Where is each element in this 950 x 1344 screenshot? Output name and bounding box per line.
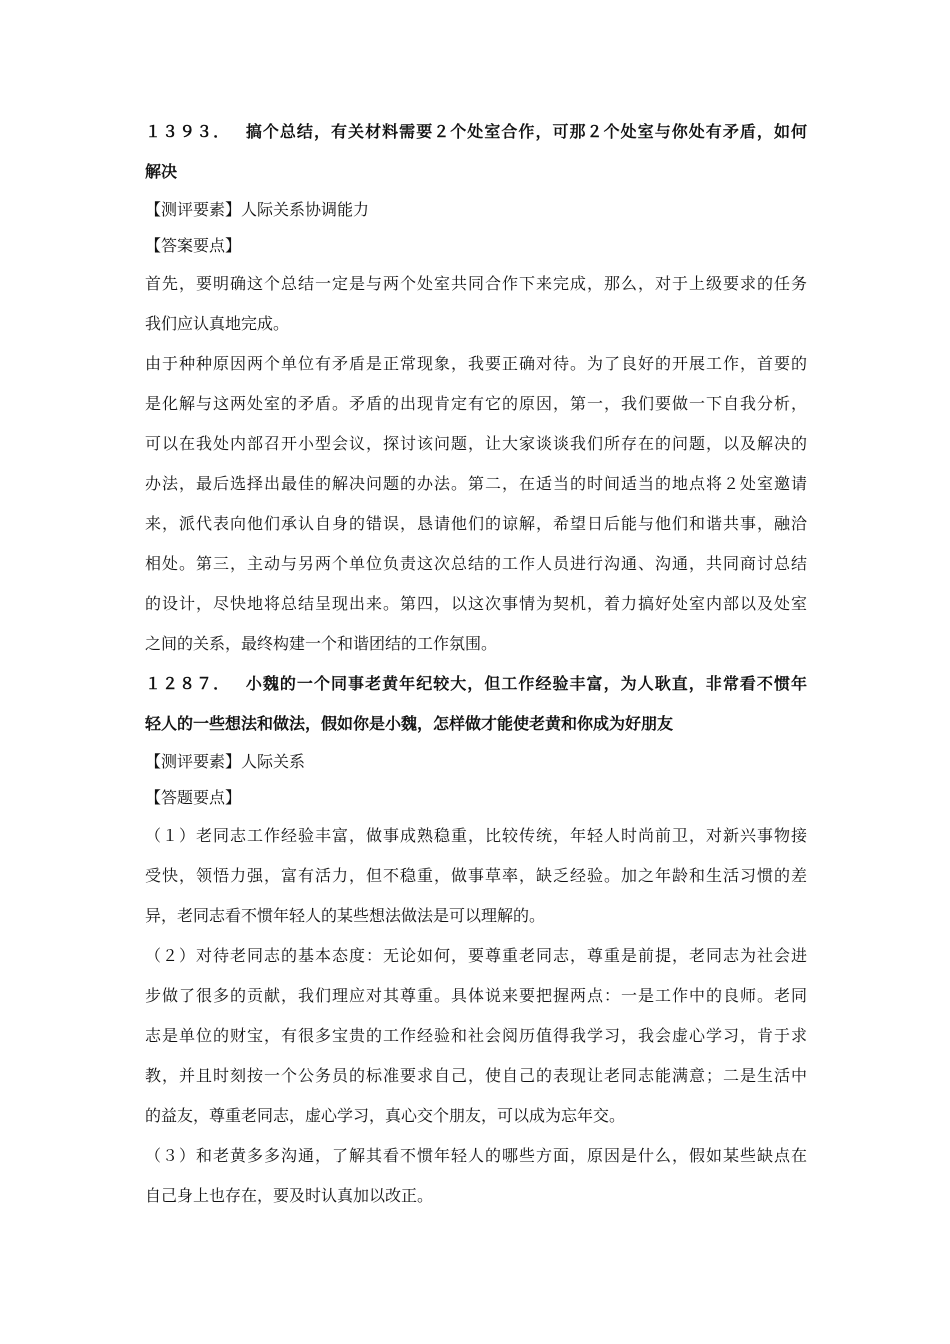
paragraph-line: 办法，最后选择出最佳的解决问题的办法。第二，在适当的时间适当的地点将２处室邀请: [145, 474, 807, 493]
answer-point-1: [145, 816, 807, 936]
paragraph-line: （１）老同志工作经验丰富，做事成熟稳重，比较传统，年轻人时尚前卫，对新兴事物接: [145, 826, 807, 845]
paragraph-line: 的设计，尽快地将总结呈现出来。第四，以这次事情为契机，着力搞好处室内部以及处室: [145, 594, 807, 613]
answer-point-2: [145, 936, 807, 1136]
paragraph-line: 是化解与这两处室的矛盾。矛盾的出现肯定有它的原因，第一，我们要做一下自我分析，: [145, 394, 807, 413]
answer-paragraph: [145, 264, 807, 344]
paragraph-line: 相处。第三，主动与另两个单位负责这次总结的工作人员进行沟通、沟通，共同商讨总结: [145, 554, 807, 573]
paragraph-line: 首先，要明确这个总结一定是与两个处室共同合作下来完成，那么，对于上级要求的任务: [145, 274, 807, 293]
answer-paragraph: [145, 344, 807, 664]
paragraph-line: 异，老同志看不惯年轻人的某些想法做法是可以理解的。: [145, 906, 546, 925]
answer-points-label: 【答案要点】: [145, 236, 242, 255]
paragraph-line: 的益友，尊重老同志，虚心学习，真心交个朋友，可以成为忘年交。: [145, 1106, 626, 1125]
paragraph-line: 受快，领悟力强，富有活力，但不稳重，做事草率，缺乏经验。加之年龄和生活习惯的差: [145, 866, 807, 885]
paragraph-line: 由于种种原因两个单位有矛盾是正常现象，我要正确对待。为了良好的开展工作，首要的: [145, 354, 807, 373]
assessment-element-label: 【测评要素】人际关系: [145, 752, 306, 771]
answer-points-label: 【答题要点】: [145, 788, 242, 807]
question-1287: [145, 664, 807, 1216]
question-title-line: 解决: [145, 162, 178, 181]
paragraph-line: （２）对待老同志的基本态度：无论如何，要尊重老同志，尊重是前提，老同志为社会进: [145, 946, 807, 965]
assessment-element-label: 【测评要素】人际关系协调能力: [145, 200, 370, 219]
paragraph-line: 可以在我处内部召开小型会议，探讨该问题，让大家谈谈我们所存在的问题，以及解决的: [145, 434, 807, 453]
paragraph-line: 自己身上也存在，要及时认真加以改正。: [145, 1186, 434, 1205]
paragraph-line: 步做了很多的贡献，我们理应对其尊重。具体说来要把握两点：一是工作中的良师。老同: [145, 986, 807, 1005]
question-title-line: １２８７． 小魏的一个同事老黄年纪较大，但工作经验丰富，为人耿直，非常看不惯年: [145, 674, 807, 693]
paragraph-line: （３）和老黄多多沟通，了解其看不惯年轻人的哪些方面，原因是什么，假如某些缺点在: [145, 1146, 807, 1165]
question-1393: [145, 112, 807, 664]
paragraph-line: 之间的关系，最终构建一个和谐团结的工作氛围。: [145, 634, 498, 653]
document-page: [145, 112, 807, 1216]
question-title-line: １３９３． 搞个总结，有关材料需要２个处室合作，可那２个处室与你处有矛盾，如何: [145, 122, 807, 141]
paragraph-line: 志是单位的财宝，有很多宝贵的工作经验和社会阅历值得我学习，我会虚心学习，肯于求: [145, 1026, 807, 1045]
answer-point-3: [145, 1136, 807, 1216]
paragraph-line: 我们应认真地完成。: [145, 314, 290, 333]
paragraph-line: 教，并且时刻按一个公务员的标准要求自己，使自己的表现让老同志能满意；二是生活中: [145, 1066, 807, 1085]
paragraph-line: 来，派代表向他们承认自身的错误，恳请他们的谅解，希望日后能与他们和谐共事，融洽: [145, 514, 807, 533]
question-title-line: 轻人的一些想法和做法，假如你是小魏，怎样做才能使老黄和你成为好朋友: [145, 714, 674, 733]
